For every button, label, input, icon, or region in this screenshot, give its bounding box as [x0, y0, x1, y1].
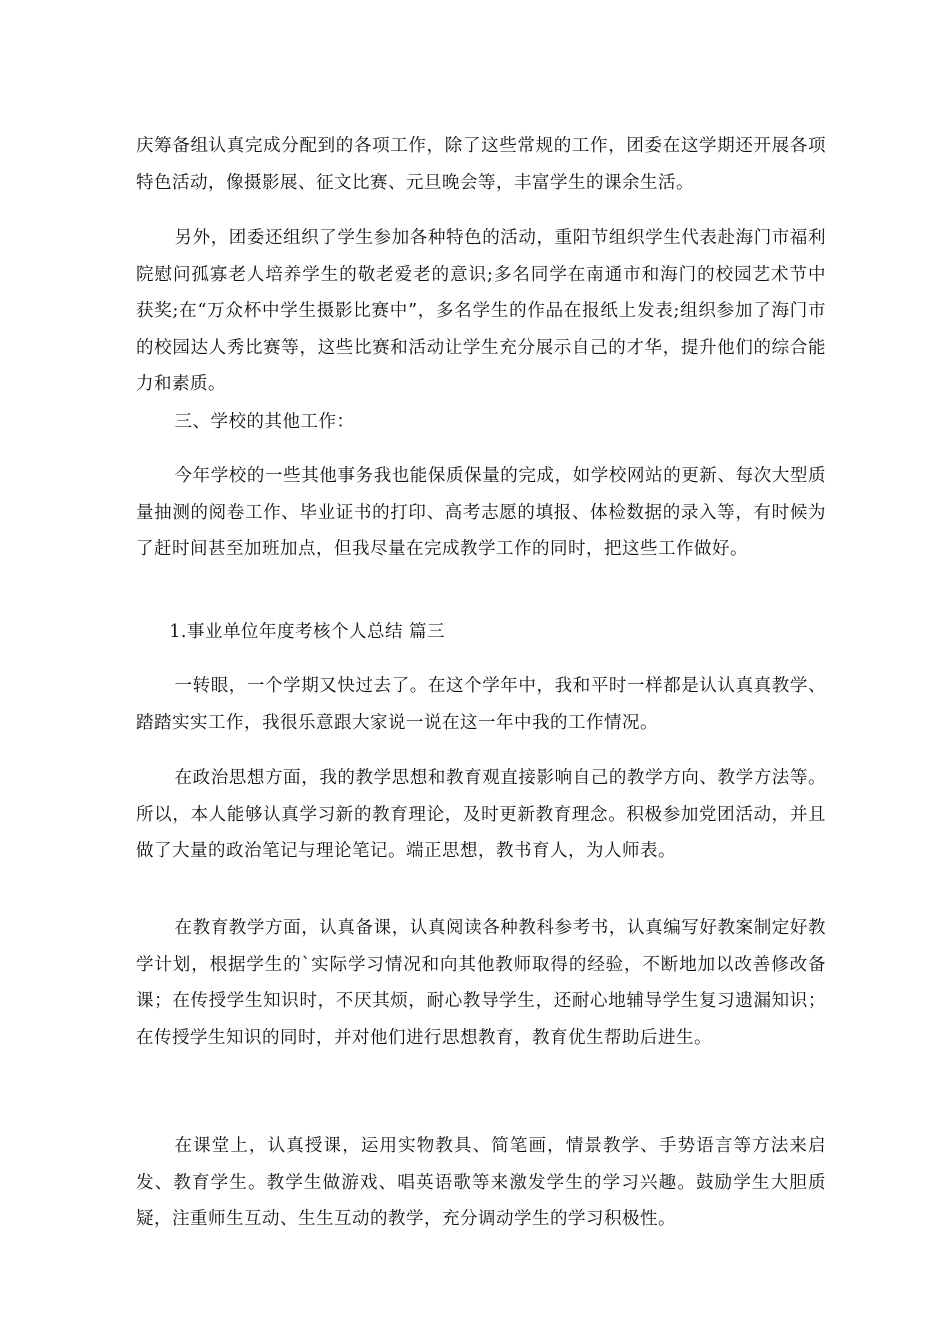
- section-heading-other-work: 三、学校的其他工作：: [174, 412, 355, 432]
- paragraph-teaching: 在教育教学方面，认真备课，认真阅读各种教科参考书，认真编写好教案制定好教学计划，根据学生的`实际学习情况和向其他教师取得的经验，不断地加以改善修改备课；在传授学生知识时，不厌其烦，耐心教导学生，还耐心地辅导学生复习遗漏知识；在传授学生知识的同时，并对他们进行思想教育，教育优生帮助后进生。: [136, 918, 826, 1048]
- paragraph-activities: 另外，团委还组织了学生参加各种特色的活动，重阳节组织学生代表赴海门市福利院慰问孤寡老人培养学生的敬老爱老的意识;多名同学在南通市和海门的校园艺术节中获奖;在“万众杯中学生摄影比赛中”，多名学生的作品在报纸上发表;组织参加了海门市的校园达人秀比赛等，这些比赛和活动让学生充分展示自己的才华，提升他们的综合能力和素质。: [136, 228, 826, 394]
- article-heading: 1.事业单位年度考核个人总结 篇三: [169, 622, 446, 642]
- paragraph-intro: 一转眼，一个学期又快过去了。在这个学年中，我和平时一样都是认认真真教学、踏踏实实工作，我很乐意跟大家说一说在这一年中我的工作情况。: [136, 676, 826, 733]
- paragraph-continuation: 庆筹备组认真完成分配到的各项工作，除了这些常规的工作，团委在这学期还开展各项特色活动，像摄影展、征文比赛、元旦晚会等，丰富学生的课余生活。: [136, 136, 826, 193]
- paragraph-other-work: 今年学校的一些其他事务我也能保质保量的完成，如学校网站的更新、每次大型质量抽测的阅卷工作、毕业证书的打印、高考志愿的填报、体检数据的录入等，有时候为了赶时间甚至加班加点，但我尽量在完成教学工作的同时，把这些工作做好。: [136, 466, 826, 559]
- paragraph-classroom: 在课堂上，认真授课，运用实物教具、简笔画，情景教学、手势语言等方法来启发、教育学生。教学生做游戏、唱英语歌等来激发学生的学习兴趣。鼓励学生大胆质疑，注重师生互动、生生互动的教学，充分调动学生的学习积极性。: [136, 1136, 826, 1229]
- paragraph-political: 在政治思想方面，我的教学思想和教育观直接影响自己的教学方向、教学方法等。所以，本人能够认真学习新的教育理论，及时更新教育理念。积极参加党团活动，并且做了大量的政治笔记与理论笔记。端正思想，教书育人，为人师表。: [136, 768, 826, 861]
